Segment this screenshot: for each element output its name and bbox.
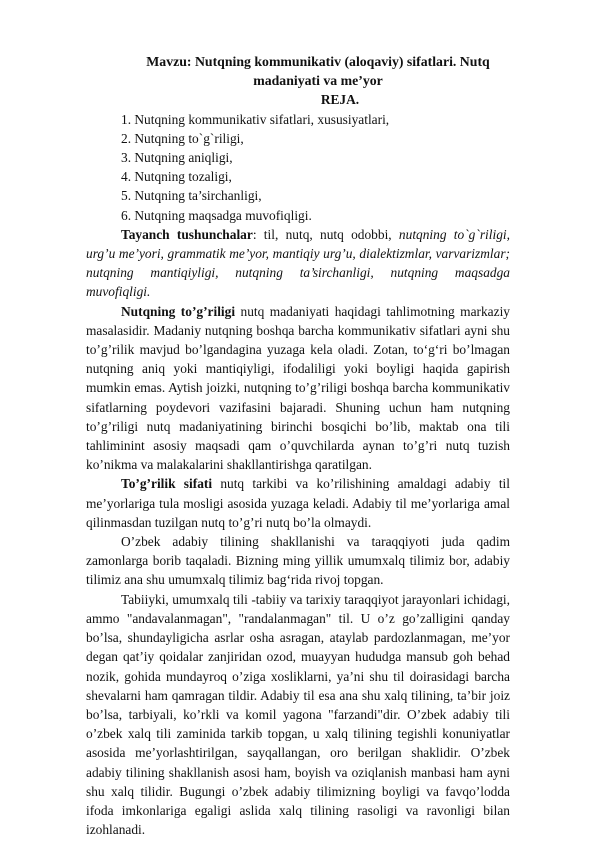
plan-item: 4. Nutqning tozaligi, [121,169,232,185]
plan-list [86,110,510,225]
correctness-text: nutq madaniyati haqidagi tahlimotning markaziy masalasidir. Madaniy nutqning boshqa barcha kommunikativ sifatlari ayni shu to’g’rilik mavjud bo’lgandagina yuzaga kela oladi. Zotan, to‘g‘ri bo’lmagan nutqning aniq yoki mantiqiyligi, ifodaliligi yoki boyligi haqida gapirish mumkin emas. Aytish joizki, nutqning to’g’riligi boshqa barcha kommunikativ sifatlarning poydevori vazifasini bajaradi. Shuning uchun ham nutqning to’g’riligi nutq madaniyatining birinchi bosqichi bo’lib, maktab ona tili tahliminint asosiy maqsadi qam o’quvchilarda aynan to’g’ri nutq tuzish ko’nikma va malakalarini shakllantirishga qaratilgan. [86,303,510,473]
keywords-paragraph [86,225,510,302]
quality-lead: To’g’rilik sifati [121,476,213,492]
keywords-label: Tayanch tushunchalar [121,226,253,242]
plan-item: 1. Nutqning kommunikativ sifatlari, xususiyatlari, [121,111,390,127]
keywords-italic: nutqning to`g`riligi, urg’u me’yori, grammatik me’yor, mantiqiy urg’u, dialektizmlar, varvarizmlar; nutqning mantiqiyligi, nutqning ta’sirchanligi, nutqning maqsadga muvofiqligi. [86,226,510,300]
quality-text: nutq tarkibi va ko’rilishining amaldagi adabiy til me’yorlariga tula mosligi asosida yuzaga keladi. Adabiy til me’yorlariga amal qilinmasdan tuzilgan nutq to’g’ri nutq bo’la olmaydi. [86,476,510,530]
quality-paragraph [86,474,510,532]
plan-item: 6. Nutqning maqsadga muvofiqligi. [121,207,312,223]
correctness-lead: Nutqning to’g’riligi [121,303,236,319]
plan-item: 5. Nutqning ta’sirchanligi, [121,188,262,204]
plan-item: 2. Nutqning to`g`riligi, [121,130,244,146]
correctness-paragraph [86,302,510,475]
keywords-plain: : til, nutq, nutq odobbi, [252,226,399,242]
uzbek-language-paragraph: O’zbek adabiy tilining shakllanishi va taraqqiyoti juda qadim zamonlarga borib taqaladi. Bizning ming yillik umumxalq tilimiz bor, adabiy tilimiz ana shu umumxalq tilimiz bag‘rida rivoj topgan. [86,534,510,588]
document-title: Mavzu: Nutqning kommunikativ (aloqaviy) sifatlari. Nutq madaniyati va me’yor [146,54,490,89]
plan-item: 3. Nutqning aniqligi, [121,150,233,166]
natural-language-paragraph: Tabiiyki, umumxalq tili -tabiiy va tarixiy taraqqiyot jarayonlari ichidagi, ammo "andavalanmagan", "randalanmagan" til. U o’z go’zalligini qanday bo’lsa, shundayligicha asrlar osha asragan, ataylab pardozlanmagan, me’yor degan qat’iy qoidalar zanjiridan ozod, muayyan hududga mansub goh behad nozik, gohida mundayroq o’ziga xosliklarni, ya’ni shu til doirasidagi barcha shevalarni ham qamragan tildir. Adabiy til esa ana shu xalq tilining, ta’bir joiz bo’lsa, tarbiyali, ko’rkli va komil yagona "farzandi"dir. O’zbek adabiy tili o’zbek xalq tili zaminida tarkib topgan, u xalq tilining tegishli konuniyatlar asosida me’yorlashtirilgan, sayqallangan, oro berilgan shaklidir. O’zbek adabiy tilining shakllanish asosi ham, boyish va oziqlanish manbasi ham ayni shu xalq tilidir. Bugungi o’zbek adabiy tilimizning boyligi va favqo’lodda ifoda imkonlariga egaligi aslida xalq tilining rasoligi va ravonligi bilan izohlanadi. [86,591,510,838]
plan-heading: REJA. [320,92,360,108]
